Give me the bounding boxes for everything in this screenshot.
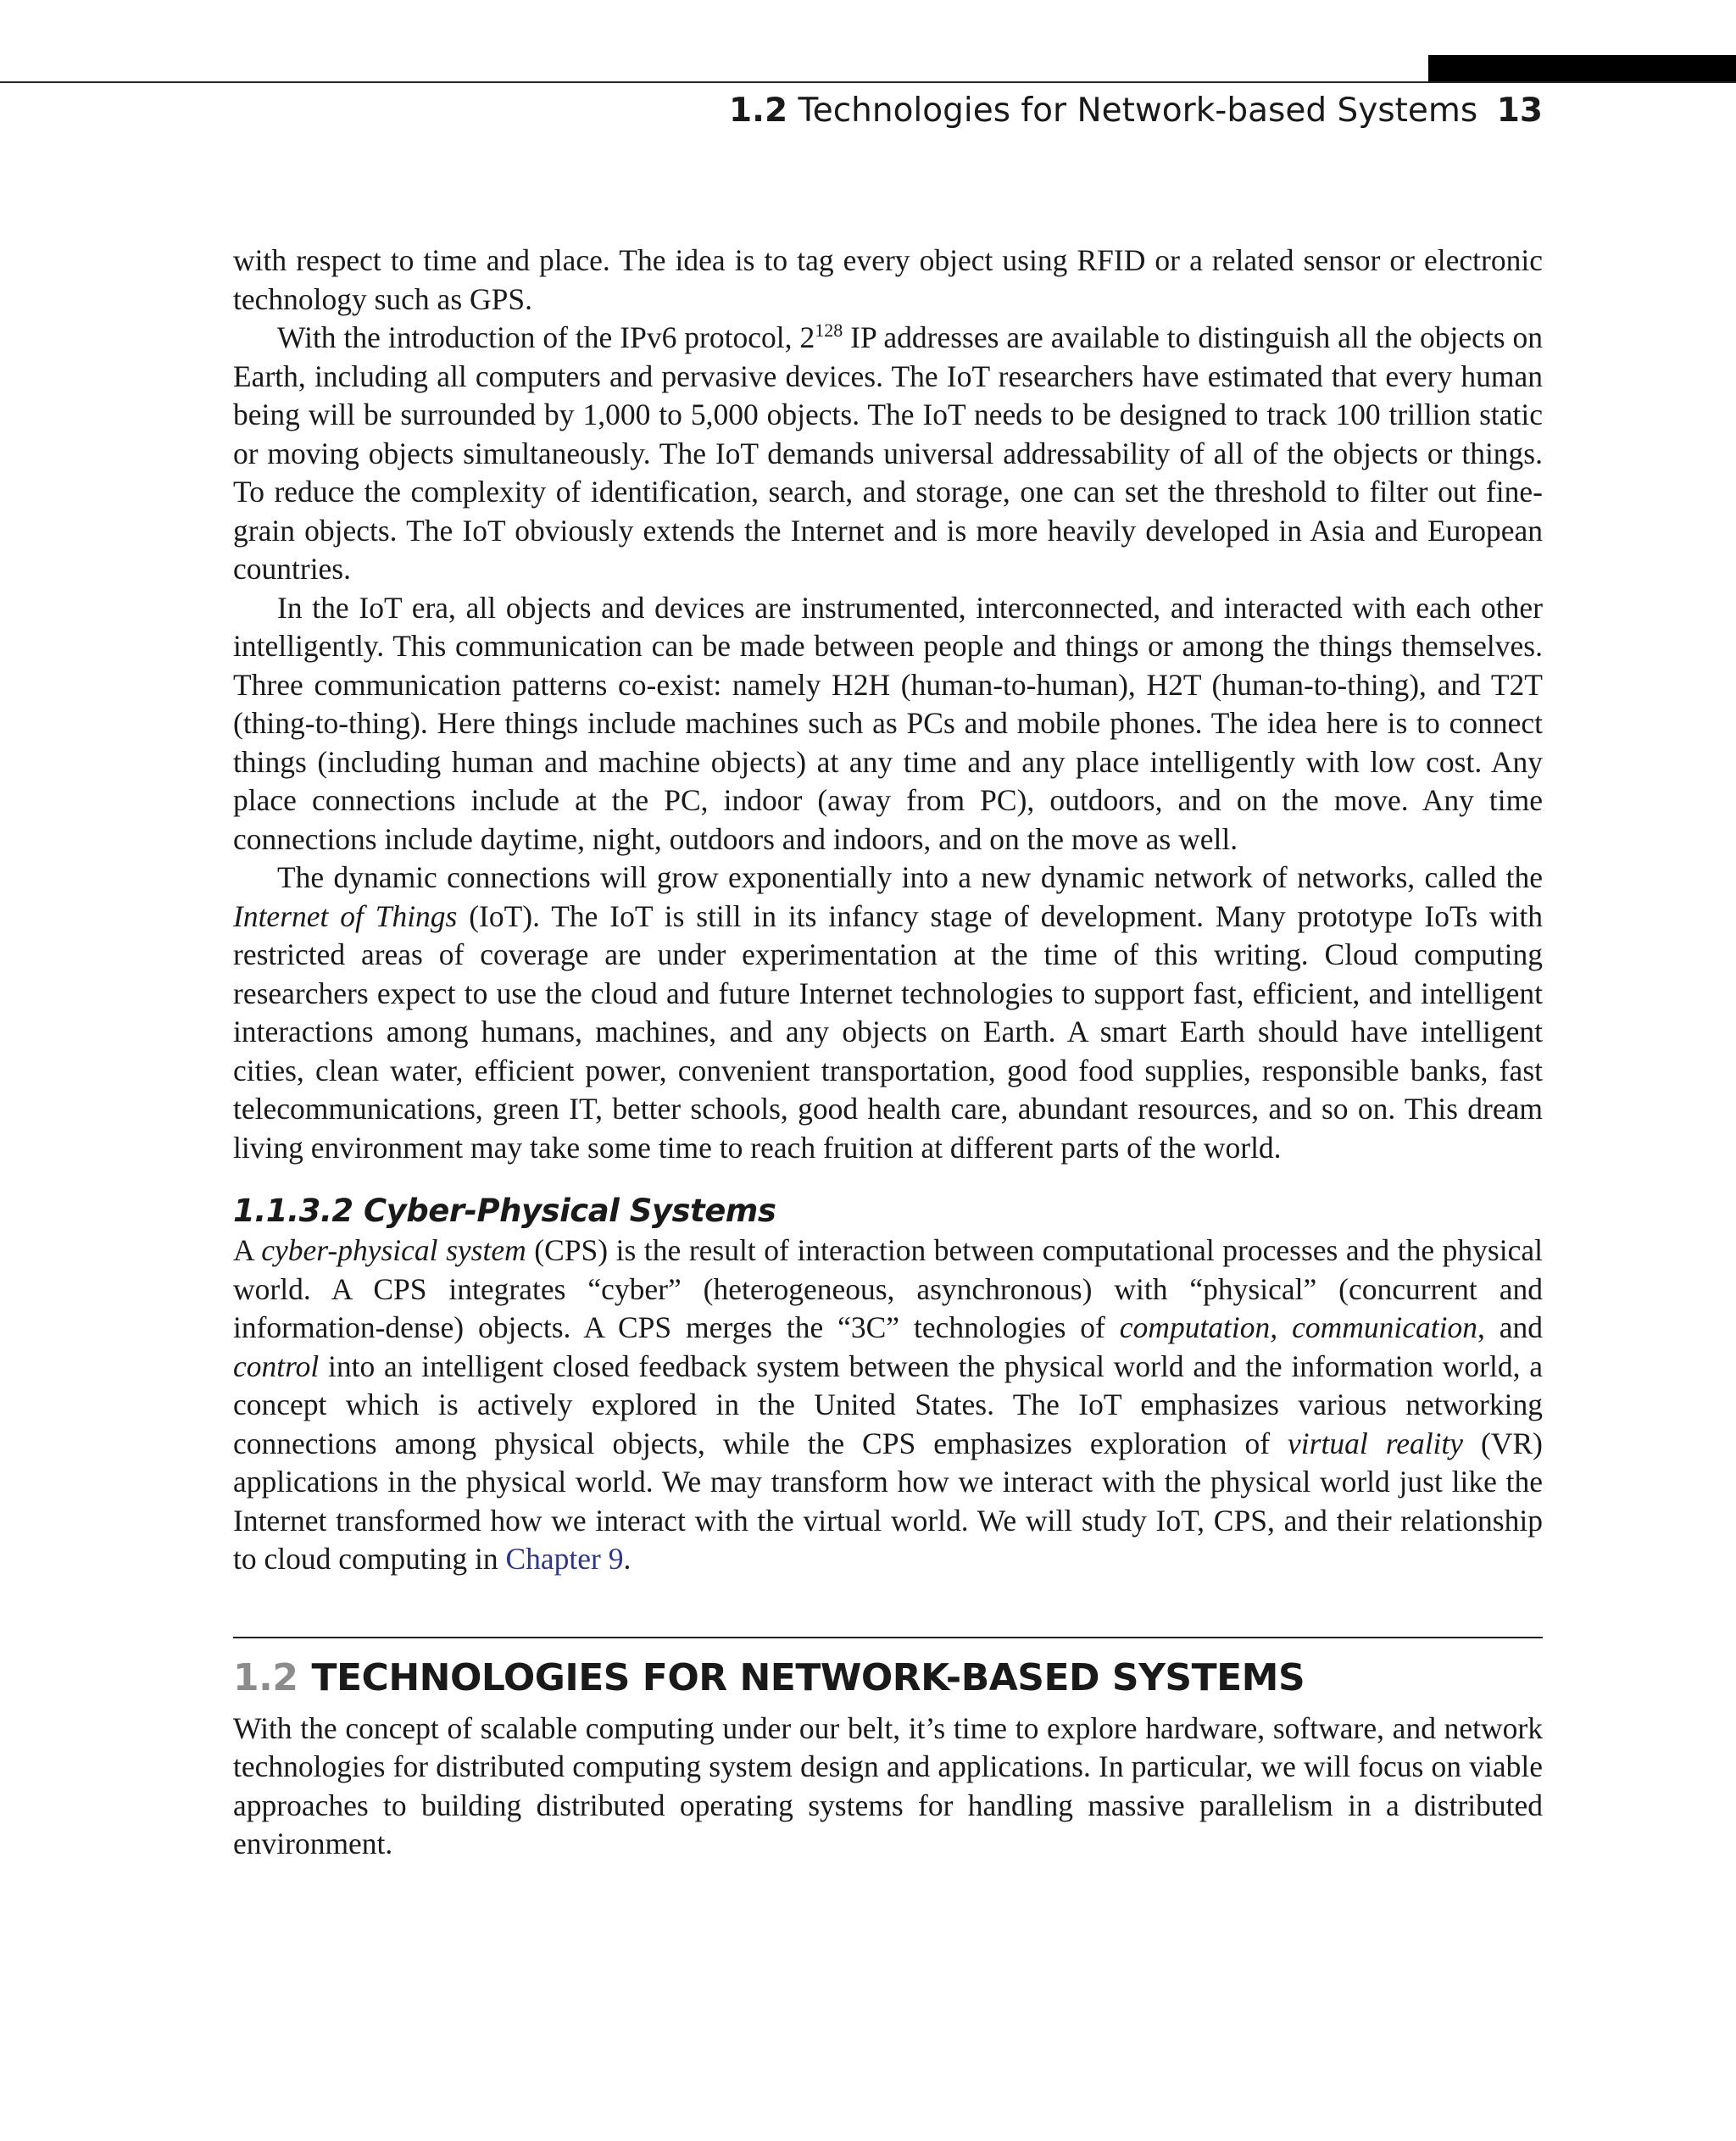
exponent: 128 — [815, 320, 843, 342]
paragraph-iot-era: In the IoT era, all objects and devices are instrumented, interconnected, and interacted with each other intelligently. This communication can be made between people and things or among the things themselves. Three communication patterns co-exist: namely H2H (human-to-human), H2T (human-to-thing), and T2T (thing-to-thing). Here things include machines such as PCs and mobile phones. The idea here is to connect things (including human and machine objects) at any time and any place intelligently with low cost. Any place connections include at the PC, indoor (away from PC), outdoors, and on the move. Any time connections include daytime, night, outdoors and indoors, and on the move as well. — [233, 590, 1543, 856]
paragraph-dynamic-connections — [233, 859, 1543, 1167]
header-section-title: Technologies for Network-based Systems — [798, 92, 1478, 130]
header-rule — [0, 81, 1736, 83]
cps-text-e: (VR) applications in the physical world. We may transform how we interact with the physical world just like the Internet transformed how we interact with the virtual world. We will study IoT, CPS, and their relationship to cloud computing in — [233, 1426, 1543, 1576]
term-cyber-physical-system: cyber-physical system — [261, 1233, 526, 1267]
paragraph-section-intro: With the concept of scalable computing under our belt, it’s time to explore hardware, software, and network technologies for distributed computing system design and applications. In particular, we will focus on viable approaches to building distributed operating systems for handling massive parallelism in a distributed environment. — [233, 1710, 1543, 1860]
dynamic-text-b: (IoT). The IoT is still in its infancy stage of development. Many prototype IoTs with restricted areas of coverage are under experimentation at the time of this writing. Cloud computing researchers expect to use the cloud and future Internet technologies to support fast, efficient, and intelligent interactions among humans, machines, and any objects on Earth. A smart Earth should have intelligent cities, clean water, efficient power, convenient transportation, good food supplies, responsible banks, fast telecommunications, green IT, better schools, good health care, abundant resources, and so on. This dream living environment may take some time to reach fruition at different parts of the world. — [233, 898, 1543, 1165]
page-corner-tab — [1428, 55, 1736, 83]
paragraph-ipv6 — [233, 319, 1543, 589]
term-internet-of-things: Internet of Things — [233, 898, 458, 933]
paragraph-continuation: with respect to time and place. The idea is to tag every object using RFID or a related sensor or electronic technology such as GPS. — [233, 243, 1543, 316]
section-title: TECHNOLOGIES FOR NETWORK-BASED SYSTEMS — [311, 1655, 1305, 1699]
cps-text-d: into an intelligent closed feedback system between the physical world and the information world, a concept which is actively explored in the United States. The IoT emphasizes various networking connections among physical objects, while the CPS emphasizes exploration of — [233, 1349, 1543, 1460]
cps-text-a: A — [233, 1233, 262, 1267]
cps-text-b: (CPS) is the result of interaction between computational processes and the physical world. A CPS integrates “cyber” (heterogeneous, asynchronous) with “physical” (concurrent and information-dense) objects. A CPS merges the “3C” technologies of — [233, 1233, 1543, 1344]
page-number: 13 — [1496, 92, 1543, 130]
term-control: control — [233, 1349, 320, 1383]
ipv6-text-b: IP addresses are available to distinguish all the objects on Earth, including all computers and pervasive devices. The IoT researchers have estimated that every human being will be surrounded by 1,000 to 5,000 objects. The IoT needs to be designed to track 100 trillion static or moving objects simultaneously. The IoT demands universal addressability of all of the objects or things. To reduce the complexity of identification, search, and storage, one can set the threshold to filter out fine-grain objects. The IoT obviously extends the Internet and is more heavily developed in Asia and European countries. — [233, 320, 1543, 586]
section-divider — [233, 1637, 1543, 1638]
running-header — [729, 92, 1543, 142]
term-computation-communication: computation, communication — [1119, 1310, 1477, 1344]
cps-text-f: . — [623, 1542, 632, 1576]
dynamic-text-a: The dynamic connections will grow exponentially into a new dynamic network of networks, called the — [277, 860, 1543, 894]
subsection-heading: 1.1.3.2 Cyber-Physical Systems — [233, 1193, 776, 1229]
chapter-9-link[interactable]: Chapter 9 — [505, 1542, 624, 1576]
term-virtual-reality: virtual reality — [1288, 1426, 1464, 1460]
paragraph-cps — [233, 1232, 1543, 1579]
section-heading — [233, 1654, 1543, 1703]
ipv6-text-a: With the introduction of the IPv6 protocol, 2 — [277, 320, 815, 354]
cps-text-c: , and — [1477, 1310, 1543, 1344]
header-section-number: 1.2 — [729, 92, 788, 130]
section-number: 1.2 — [233, 1655, 298, 1699]
page-body — [233, 242, 1543, 1864]
